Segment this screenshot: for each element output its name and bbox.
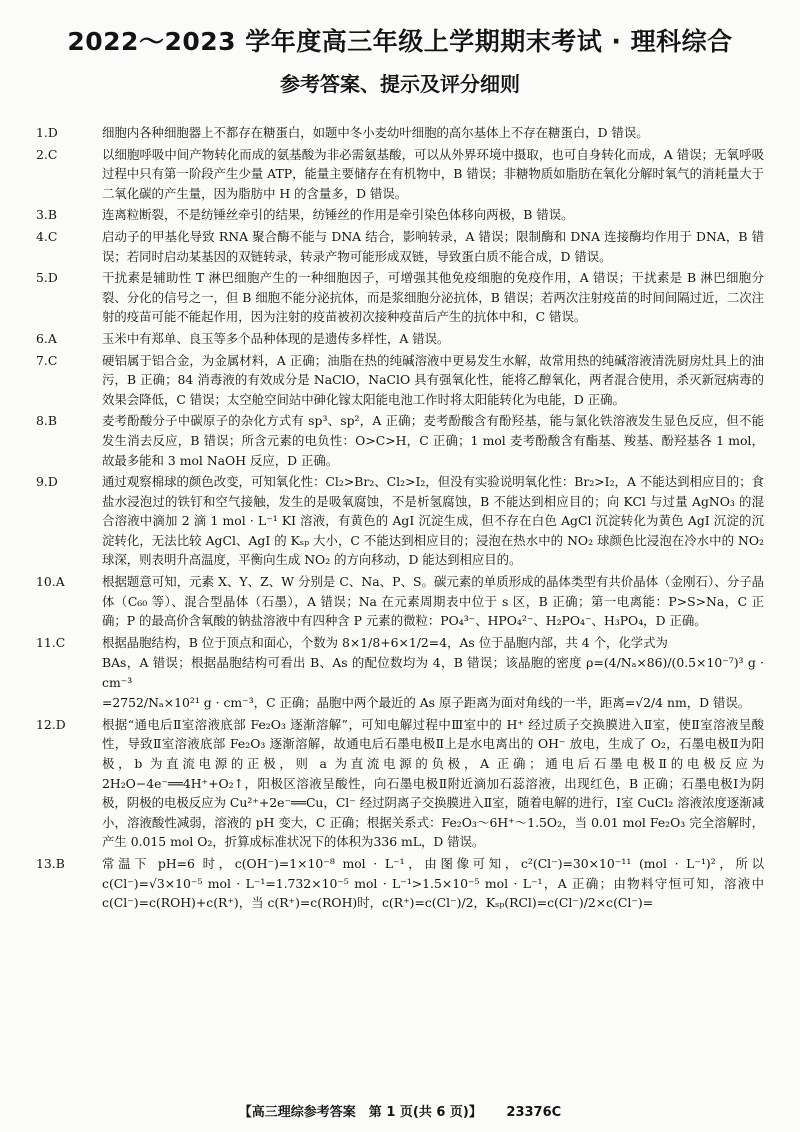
explanation-text: 根据晶胞结构，B 位于顶点和面心，个数为 8×1/8+6×1/2=4，As 位于晶胞内部，共 4 个，化学式为 [102, 634, 668, 650]
answer-explanation [102, 715, 764, 852]
explanation-text: 细胞内各种细胞器上不都存在糖蛋白，如题中冬小麦幼叶细胞的高尔基体上不存在糖蛋白，D 错误。 [102, 125, 649, 140]
answer-item [36, 268, 764, 327]
explanation-text: 干扰素是辅助性 T 淋巴细胞产生的一种细胞因子，可增强其他免疫细胞的免疫作用，A 错误；干扰素是 B 淋巴细胞分裂、分化的信号之一，但 B 细胞不能分泌抗体，而是浆细胞分泌抗体，B 错误；若两次注射疫苗的时间间隔过近，二次注射的疫苗可能不能起作用，因为注射的疫苗被初次接种疫苗后产生的抗体中和，C 错误。 [102, 270, 764, 325]
answer-number: 10.A [36, 574, 65, 590]
explanation-text: 根据题意可知，元素 X、Y、Z、W 分别是 C、Na、P、S。碳元素的单质形成的晶体类型有共价晶体（金刚石）、分子晶体（C₆₀ 等）、混合型晶体（石墨），A 错误；Na 在元素周期表中位于 s 区，B 正确；第一电离能：P>S>Na，C 正确；P 的最高价含氧酸的钠盐溶液中有四种含 P 元素的微粒：PO₄³⁻、HPO₄²⁻、H₂PO₄⁻、H₃PO₄，D 正确。 [102, 574, 764, 629]
explanation-text: BAs，A 错误；根据晶胞结构可看出 B、As 的配位数均为 4，B 错误；该晶胞的密度 ρ=(4/Nₐ×86)/(0.5×10⁻⁷)³ g · cm⁻³ [102, 654, 764, 690]
footer-exam-code: 23376C [506, 1105, 562, 1120]
answer-explanation [102, 329, 764, 349]
answer-item [36, 854, 764, 913]
answer-explanation [102, 572, 764, 631]
explanation-text: 玉米中有郑单、良玉等多个品种体现的是遗传多样性，A 错误。 [102, 330, 450, 346]
answer-explanation [102, 268, 764, 327]
answer-number: 4.C [36, 228, 58, 244]
answer-item [36, 351, 764, 410]
answer-item [36, 572, 764, 631]
explanation-text: 根据“通电后Ⅱ室溶液底部 Fe₂O₃ 逐渐溶解”，可知电解过程中Ⅲ室中的 H⁺ 经过质子交换膜进入Ⅱ室，使Ⅱ室溶液呈酸性，导致Ⅱ室溶液底部 Fe₂O₃ 逐渐溶解，故通电后石墨电极Ⅱ上是水电离出的 OH⁻ 放电，生成了 O₂，石墨电极Ⅱ为阳极，b 为直流电源的正极，则 a 为直流电源的负极，A 正确；通电后石墨电极Ⅱ的电极反应为 2H₂O−4e⁻══4H⁺+O₂↑，阳极区溶液呈酸性，向石墨电极Ⅱ附近滴加石蕊溶液，出现红色，B 正确；石墨电极Ⅰ为阴极，阴极的电极反应为 Cu²⁺+2e⁻══Cu，Cl⁻ 经过阴离子交换膜进入Ⅱ室，随着电解的进行，Ⅰ室 CuCl₂ 溶液浓度逐渐减小，溶液酸性减弱，溶液的 pH 变大，C 正确；根据关系式：Fe₂O₃～6H⁺～1.5O₂，当 0.01 mol Fe₂O₃ 完全溶解时，产生 0.015 mol O₂，折算成标准状况下的体积为336 mL，D 错误。 [102, 716, 764, 850]
explanation-text: 启动子的甲基化导致 RNA 聚合酶不能与 DNA 结合，影响转录，A 错误；限制酶和 DNA 连接酶均作用于 DNA，B 错误；若同时启动某基因的双链转录，转录产物可能形成双链，导致蛋白质不能合成，D 错误。 [102, 228, 764, 264]
answer-number: 8.B [36, 413, 57, 429]
answer-number: 13.B [36, 856, 65, 871]
answer-explanation [102, 351, 764, 410]
page-title: 2022～2023 学年度高三年级上学期期末考试 · 理科综合 [67, 27, 733, 56]
explanation-text: 硬铝属于铝合金，为金属材料，A 正确；油脂在热的纯碱溶液中更易发生水解，故常用热的纯碱溶液清洗厨房灶具上的油污，B 正确；84 消毒液的有效成分是 NaClO，NaClO 具有强氧化性，能将乙醇氧化，两者混合使用，杀灭新冠病毒的效果会降低，C 错误；太空舱空间站中砷化镓太阳能电池工作时将太阳能转化为电能，D 正确。 [102, 352, 764, 407]
footer-page-label: 【高三理综参考答案 第 1 页(共 6 页)】 [238, 1105, 482, 1120]
answer-item [36, 205, 764, 225]
answer-item [36, 145, 764, 204]
answer-explanation [102, 472, 764, 570]
answer-list [36, 123, 764, 913]
explanation-text: 麦考酚酸分子中碳原子的杂化方式有 sp³、sp²，A 正确；麦考酚酸含有酚羟基，能与氯化铁溶液发生显色反应，但不能发生消去反应，B 错误；所含元素的电负性：O>C>H，C 正确；1 mol 麦考酚酸含有酯基、羧基、酚羟基各 1 mol，故最多能和 3 mol NaOH 反应，D 正确。 [102, 413, 764, 468]
answer-number: 12.D [36, 716, 66, 732]
answer-explanation [102, 145, 764, 204]
explanation-text: 以细胞呼吸中间产物转化而成的氨基酸为非必需氨基酸，可以从外界环境中摄取，也可自身转化而成，A 错误；无氧呼吸过程中只有第一阶段产生少量 ATP，能量主要储存在有机物中，B 错误；非糖物质如脂肪在氧化分解时氧气的消耗量大于二氧化碳的产生量，因为脂肪中 H 的含量多，D 错误。 [102, 146, 764, 201]
explanation-text: =2752/Nₐ×10²¹ g · cm⁻³，C 正确；晶胞中两个最近的 As 原子距离为面对角线的一半，距离=√2/4 nm，D 错误。 [102, 694, 751, 710]
answer-item [36, 472, 764, 570]
answer-explanation [102, 411, 764, 470]
answer-explanation [102, 854, 764, 913]
explanation-text: 通过观察棉球的颜色改变，可知氧化性：Cl₂>Br₂、Cl₂>I₂，但没有实验说明氧化性：Br₂>I₂，A 不能达到相应目的；食盐水浸泡过的铁钉和空气接触，发生的是吸氧腐蚀，不是析氢腐蚀，B 不能达到相应目的；向 KCl 与过量 AgNO₃ 的混合溶液中滴加 2 滴 1 mol · L⁻¹ KI 溶液，有黄色的 AgI 沉淀生成，但不存在白色 AgCl 沉淀转化为黄色 AgI 沉淀的沉淀转化，无法比较 AgCl、AgI 的 Kₛₚ 大小，C 不能达到相应目的；浸泡在热水中的 NO₂ 球颜色比浸泡在冷水中的 NO₂ 球深，则表明升高温度，平衡向生成 NO₂ 的方向移动，D 能达到相应目的。 [102, 474, 764, 568]
answer-item [36, 715, 764, 852]
answer-explanation [102, 123, 764, 143]
answer-number: 5.D [36, 270, 58, 286]
answer-item [36, 123, 764, 143]
page-footer [0, 1101, 800, 1120]
answer-number: 1.D [36, 125, 58, 140]
answer-number: 3.B [36, 207, 57, 223]
answer-explanation [102, 205, 764, 225]
answer-item [36, 411, 764, 470]
answer-explanation [102, 227, 764, 266]
answer-number: 6.A [36, 330, 57, 346]
answer-item [36, 329, 764, 349]
answer-number: 9.D [36, 474, 58, 490]
page-subtitle: 参考答案、提示及评分细则 [280, 72, 520, 96]
answer-explanation [102, 633, 764, 713]
answer-item [36, 633, 764, 713]
answer-number: 7.C [36, 352, 58, 368]
explanation-text: 连离粒断裂，不是纺锤丝牵引的结果，纺锤丝的作用是牵引染色体移向两极，B 错误。 [102, 207, 574, 223]
answer-number: 2.C [36, 146, 58, 162]
answer-number: 11.C [36, 634, 66, 650]
explanation-text: 常温下 pH=6 时，c(OH⁻)=1×10⁻⁸ mol · L⁻¹，由图像可知，c²(Cl⁻)=30×10⁻¹¹ (mol · L⁻¹)²，所以 c(Cl⁻)=√3×10⁻⁵ mol · L⁻¹=1.732×10⁻⁵ mol · L⁻¹>1.5×10⁻⁵ mol · L⁻¹，A 正确；由物料守恒可知，溶液中 c(Cl⁻)=c(ROH)+c(R⁺)，当 c(R⁺)=c(ROH)时，c(R⁺)=c(Cl⁻)/2，Kₛₚ(RCl)=c(Cl⁻)/2×c(Cl⁻)= [102, 856, 764, 911]
answer-item [36, 227, 764, 266]
